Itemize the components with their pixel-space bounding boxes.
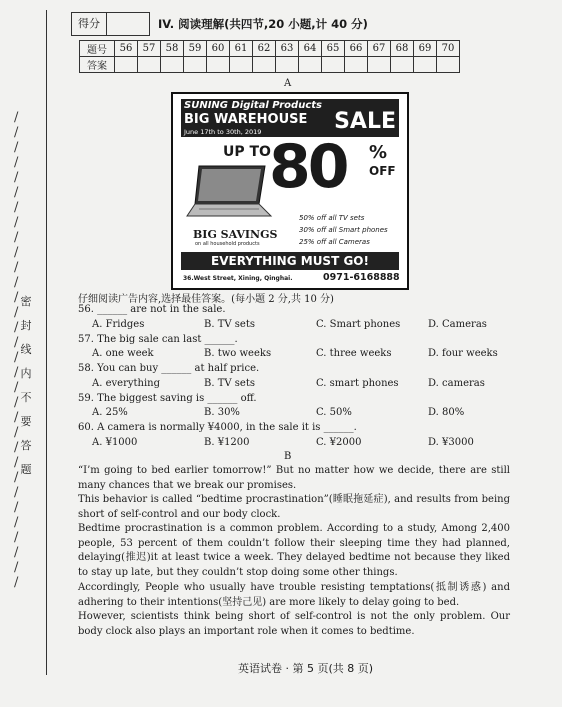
passage-b-paragraph: Accordingly, People who usually have trouble resisting temptations(抵制诱惑) and adhering to their intentions(坚持己见) are more likely to delay going to bed. [78,582,510,608]
answer-cell[interactable] [138,57,161,73]
section-title: IV. 阅读理解(共四节,20 小题,计 40 分) [158,17,368,31]
answer-cell[interactable] [230,57,253,73]
question-number-cell: 60 [207,41,230,57]
answer-option[interactable]: C. Smart phones [316,318,401,330]
ad-brand: SUNING Digital Products [184,100,322,111]
answer-cell[interactable] [184,57,207,73]
answer-cell[interactable] [368,57,391,73]
question-stem: 58. You can buy ______ at half price. [78,363,260,374]
answer-cell[interactable] [253,57,276,73]
answer-option[interactable]: C. three weeks [316,348,392,359]
ad-deal-item: 50% off all TV sets [299,214,365,222]
answer-cell[interactable] [207,57,230,73]
answer-option[interactable]: C. 50% [316,407,352,418]
question-number-cell: 68 [391,41,414,57]
ad-address: 36.West Street, Xining, Qinghai. [183,275,293,282]
answer-option[interactable]: D. Cameras [428,318,487,330]
question-stem: 57. The big sale can last ______. [78,333,238,345]
answer-table-answer-row [80,57,460,73]
answer-option[interactable]: C. smart phones [316,377,399,389]
laptop-icon [185,164,273,219]
answer-option[interactable]: D. four weeks [428,348,498,359]
answer-cell[interactable] [161,57,184,73]
advertisement [171,92,409,290]
passage-b-paragraph: This behavior is called “bedtime procrastination”(睡眠拖延症), and results from being short of self-control and our body clock. [78,494,510,520]
answer-option[interactable]: B. TV sets [204,377,255,389]
answer-option[interactable]: A. 25% [92,407,128,418]
ad-percent-sign: % [369,142,388,163]
question-number-cell: 56 [115,41,138,57]
answer-table-row-label: 题号 [80,41,115,57]
ad-sale-word: SALE [334,109,396,134]
ad-deal-item: 25% off all Cameras [299,238,370,246]
question-number-cell: 66 [345,41,368,57]
ad-dates: June 17th to 30th, 2019 [184,128,262,136]
passage-b-paragraph: “I’m going to bed earlier tomorrow!” But no matter how we decide, there are still many chances that we break our promises. [78,465,510,491]
answer-cell[interactable] [345,57,368,73]
passage-b-paragraph: However, scientists think being short of self-control is not the only problem. Our body clock also plays an important role when it comes to bedtime. [78,611,510,637]
answer-option[interactable]: D. 80% [428,407,465,418]
answer-table [79,40,460,73]
binding-slashes: / / / / / / / / / / / / / / / / / / / / / / / / / / / / / / / / [14,110,19,590]
passage-a-letter: A [284,78,292,89]
score-field[interactable] [107,13,149,35]
answer-option[interactable]: B. ¥1200 [204,436,250,448]
ad-savings-sub: on all household products [195,241,260,247]
answer-table-row-label: 答案 [80,57,115,73]
answer-option[interactable]: B. two weeks [204,348,272,359]
question-stem: 59. The biggest saving is ______ off. [78,392,257,404]
answer-option[interactable]: A. Fridges [92,318,145,330]
question-stem: 60. A camera is normally ¥4000, in the sale it is ______. [78,422,357,433]
ad-up-to: UP TO [223,144,271,160]
answer-cell[interactable] [276,57,299,73]
ad-deal-item: 30% off all Smart phones [299,226,388,234]
question-number-cell: 61 [230,41,253,57]
page-footer: 英语试卷 · 第 5 页(共 8 页) [238,662,374,675]
question-number-cell: 57 [138,41,161,57]
score-box [71,12,150,36]
question-number-cell: 62 [253,41,276,57]
answer-cell[interactable] [437,57,460,73]
answer-cell[interactable] [115,57,138,73]
ad-banner: EVERYTHING MUST GO! [181,252,399,270]
question-stem: 56. ______ are not in the sale. [78,304,226,315]
question-number-cell: 70 [437,41,460,57]
answer-cell[interactable] [414,57,437,73]
ad-big-savings: BIG SAVINGS [193,228,278,241]
ad-off-word: OFF [369,164,396,178]
answer-option[interactable]: A. ¥1000 [92,436,138,448]
question-number-cell: 65 [322,41,345,57]
answer-cell[interactable] [391,57,414,73]
score-label: 得分 [72,13,107,35]
instructions: 仔细阅读广告内容,选择最佳答案。(每小题 2 分,共 10 分) [78,294,334,305]
answer-table-number-row [80,41,460,57]
answer-option[interactable]: D. ¥3000 [428,436,474,448]
question-number-cell: 63 [276,41,299,57]
answer-cell[interactable] [299,57,322,73]
answer-option[interactable]: B. TV sets [204,318,255,330]
answer-option[interactable]: B. 30% [204,407,240,418]
answer-option[interactable]: A. everything [92,377,160,389]
passage-b-letter: B [284,451,292,462]
question-number-cell: 58 [161,41,184,57]
ad-headline: BIG WAREHOUSE [184,112,308,127]
answer-cell[interactable] [322,57,345,73]
question-number-cell: 67 [368,41,391,57]
ad-deals [299,212,388,248]
ad-phone: 0971-6168888 [323,272,400,283]
answer-option[interactable]: D. cameras [428,377,485,389]
question-number-cell: 64 [299,41,322,57]
question-number-cell: 69 [414,41,437,57]
answer-option[interactable]: A. one week [92,348,154,359]
answer-option[interactable]: C. ¥2000 [316,436,362,448]
binding-line [46,10,47,675]
passage-b-paragraph: Bedtime procrastination is a common problem. According to a study, Among 2,400 people, 53 percent of them couldn’t follow their sleeping time they had planned, delaying(推迟)it at least twice a week. They delayed bedtime not because they liked to stay up late, but they couldn’t stop doing some other things. [78,523,510,578]
question-number-cell: 59 [184,41,207,57]
ad-big-percent: 80 [269,132,347,202]
binding-warning-text: 密 封 线 内 不 要 答 题 [20,295,32,476]
